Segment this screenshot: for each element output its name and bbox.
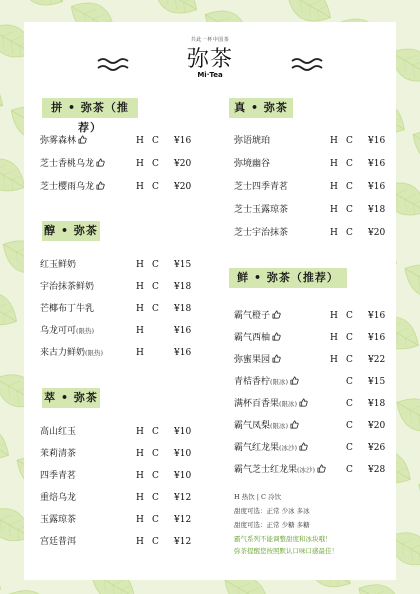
item-note: (冰沙) [297, 466, 316, 474]
item-name [234, 134, 270, 148]
hot-marker: H [330, 311, 338, 321]
cold-marker: C [346, 355, 353, 365]
thumbs-up-icon [299, 442, 308, 451]
item-price: ¥16 [174, 136, 192, 146]
item-name-text: 弥蜜果园 [234, 355, 271, 365]
notice-line-2: 弥茶提醒您按照默认口味口感最佳！ [234, 547, 338, 555]
menu-item [40, 302, 198, 316]
cold-marker: C [346, 205, 353, 215]
item-price: ¥20 [174, 182, 192, 192]
menu-item [234, 441, 392, 455]
menu-item [40, 469, 198, 483]
item-name [234, 441, 308, 455]
item-name [234, 157, 270, 171]
hot-marker: H [136, 282, 144, 292]
hot-marker: H [136, 260, 144, 270]
item-name-text: 宇治抹茶鲜奶 [40, 282, 95, 292]
item-name [40, 134, 87, 148]
cold-marker: C [152, 260, 159, 270]
hot-marker: H [330, 136, 338, 146]
hot-marker: H [136, 182, 144, 192]
hot-marker: H [136, 537, 144, 547]
hot-marker: H [136, 159, 144, 169]
menu-item [40, 425, 198, 439]
item-price: ¥18 [174, 282, 192, 292]
item-price: ¥10 [174, 427, 192, 437]
menu-item [40, 134, 198, 148]
item-note: (冰沙) [279, 444, 298, 452]
item-price: ¥16 [368, 136, 386, 146]
section-title-xian: 鲜 • 弥茶（推荐） [229, 268, 347, 288]
item-price: ¥20 [368, 421, 386, 431]
menu-item [40, 258, 198, 272]
item-name-text: 青桔香柠 [234, 377, 271, 387]
item-name-text: 霸气红龙果 [234, 443, 280, 453]
item-name-text: 茉莉清茶 [40, 449, 77, 459]
hot-marker: H [136, 326, 144, 336]
item-name-text: 弥语琥珀 [234, 136, 271, 146]
section-title-zhen: 真 • 弥茶 [229, 98, 293, 118]
menu-item [234, 463, 392, 477]
item-name [40, 535, 76, 549]
item-name [40, 180, 105, 194]
cold-marker: C [152, 427, 159, 437]
item-price: ¥20 [174, 159, 192, 169]
hot-marker: H [330, 159, 338, 169]
cold-marker: C [346, 159, 353, 169]
thumbs-up-icon [272, 332, 281, 341]
brand-english: Mi·Tea [197, 71, 223, 79]
thumbs-up-icon [290, 376, 299, 385]
item-name [234, 226, 288, 240]
item-name [40, 302, 94, 316]
item-name-text: 芝士四季青茗 [234, 182, 289, 192]
item-price: ¥18 [368, 399, 386, 409]
item-name-text: 弥雾森林 [40, 136, 77, 146]
hot-marker: H [136, 471, 144, 481]
menu-item [40, 280, 198, 294]
menu-item [234, 157, 392, 171]
menu-item [40, 324, 198, 338]
item-name [40, 491, 76, 505]
notice-line-1: 霸气系列不能调整甜度和冰块哦！ [234, 535, 332, 543]
item-price: ¥12 [174, 537, 192, 547]
item-note: (限热) [76, 327, 95, 335]
menu-item [234, 353, 392, 367]
item-name [234, 180, 288, 194]
menu-item [234, 331, 392, 345]
menu-item [40, 346, 198, 360]
hot-marker: H [136, 427, 144, 437]
section-title-pin: 拼 • 弥茶（推荐） [42, 98, 138, 118]
thumbs-up-icon [78, 135, 87, 144]
cold-marker: C [152, 493, 159, 503]
item-price: ¥15 [368, 377, 386, 387]
hot-marker: H [330, 355, 338, 365]
item-name-text: 芝士玉露琼茶 [234, 205, 289, 215]
item-name-text: 霸气芝士红龙果 [234, 465, 298, 475]
item-name-text: 满杯百香果 [234, 399, 280, 409]
item-price: ¥20 [368, 228, 386, 238]
item-price: ¥16 [174, 326, 192, 336]
menu-item [40, 157, 198, 171]
thumbs-up-icon [299, 398, 308, 407]
item-name [234, 309, 281, 323]
item-name [40, 280, 94, 294]
cold-marker: C [346, 443, 353, 453]
thumbs-up-icon [272, 354, 281, 363]
item-name [234, 353, 281, 367]
item-name-text: 乌龙可可 [40, 326, 77, 336]
thumbs-up-icon [96, 181, 105, 190]
hot-marker: H [330, 333, 338, 343]
item-name-text: 红玉鲜奶 [40, 260, 77, 270]
cold-marker: C [346, 333, 353, 343]
item-name-text: 来古力鲜奶 [40, 348, 86, 358]
item-name-text: 玉露琼茶 [40, 515, 77, 525]
item-price: ¥16 [368, 333, 386, 343]
item-name [234, 463, 326, 477]
hot-marker: H [330, 182, 338, 192]
item-name [234, 419, 299, 433]
section-title-cui: 萃 • 弥茶 [42, 388, 100, 408]
cold-marker: C [152, 449, 159, 459]
waves-icon [284, 56, 324, 72]
item-price: ¥16 [368, 159, 386, 169]
temp-legend: H 热饮 | C 冷饮 [234, 493, 282, 501]
menu-item [234, 134, 392, 148]
item-name-text: 弥境幽谷 [234, 159, 271, 169]
item-price: ¥28 [368, 465, 386, 475]
thumbs-up-icon [96, 158, 105, 167]
cold-marker: C [346, 311, 353, 321]
item-name-text: 宫廷普洱 [40, 537, 77, 547]
menu-item [40, 513, 198, 527]
item-price: ¥12 [174, 515, 192, 525]
item-price: ¥10 [174, 449, 192, 459]
cold-marker: C [152, 537, 159, 547]
cold-marker: C [152, 304, 159, 314]
menu-item [234, 309, 392, 323]
menu-panel [24, 22, 396, 580]
menu-item [40, 535, 198, 549]
item-note: (限冰) [270, 422, 289, 430]
menu-item [40, 180, 198, 194]
item-name-text: 高山红玉 [40, 427, 77, 437]
cold-marker: C [152, 136, 159, 146]
item-name [234, 375, 299, 389]
item-name-text: 芝士宇治抹茶 [234, 228, 289, 238]
item-price: ¥16 [174, 348, 192, 358]
cold-marker: C [152, 515, 159, 525]
item-price: ¥15 [174, 260, 192, 270]
cold-marker: C [346, 421, 353, 431]
menu-item [234, 180, 392, 194]
cold-marker: C [346, 399, 353, 409]
item-name-text: 重焙乌龙 [40, 493, 77, 503]
hot-marker: H [330, 228, 338, 238]
item-price: ¥16 [368, 311, 386, 321]
item-name [234, 203, 288, 217]
thumbs-up-icon [317, 464, 326, 473]
menu-item [234, 419, 392, 433]
sweetness-cold: 甜度可选：正常 少糖 多糖 [234, 521, 310, 529]
item-note: (限热) [85, 349, 104, 357]
cold-marker: C [346, 465, 353, 475]
brand-logo: 弥茶 [186, 47, 233, 72]
cold-marker: C [152, 471, 159, 481]
cold-marker: C [152, 182, 159, 192]
brand-slogan: 共此一杯中国茶 [190, 37, 230, 43]
item-name [40, 513, 76, 527]
header [24, 28, 396, 92]
item-price: ¥16 [368, 182, 386, 192]
item-name-text: 霸气西柚 [234, 333, 271, 343]
hot-marker: H [136, 449, 144, 459]
item-name-text: 霸气橙子 [234, 311, 271, 321]
cold-marker: C [346, 377, 353, 387]
menu-item [234, 226, 392, 240]
section-title-chun: 醇 • 弥茶 [42, 221, 100, 241]
hot-marker: H [136, 304, 144, 314]
cold-marker: C [346, 228, 353, 238]
menu-item [234, 397, 392, 411]
item-price: ¥18 [174, 304, 192, 314]
item-name-text: 霸气凤梨 [234, 421, 271, 431]
item-price: ¥22 [368, 355, 386, 365]
item-name-text: 四季青茗 [40, 471, 77, 481]
thumbs-up-icon [290, 420, 299, 429]
item-name-text: 芒椰布丁牛乳 [40, 304, 95, 314]
item-name-text: 芝士樱雨乌龙 [40, 182, 95, 192]
menu-item [234, 203, 392, 217]
hot-marker: H [136, 493, 144, 503]
item-name [40, 324, 94, 338]
hot-marker: H [330, 205, 338, 215]
thumbs-up-icon [272, 310, 281, 319]
item-price: ¥10 [174, 471, 192, 481]
item-name-text: 芝士香桃乌龙 [40, 159, 95, 169]
item-name [40, 157, 105, 171]
cold-marker: C [152, 159, 159, 169]
item-price: ¥12 [174, 493, 192, 503]
menu-item [40, 491, 198, 505]
hot-marker: H [136, 348, 144, 358]
item-note: (限冰) [279, 400, 298, 408]
item-name [40, 346, 103, 360]
hot-marker: H [136, 136, 144, 146]
menu-item [234, 375, 392, 389]
item-name [40, 469, 76, 483]
cold-marker: C [152, 282, 159, 292]
item-price: ¥26 [368, 443, 386, 453]
item-name [40, 447, 76, 461]
hot-marker: H [136, 515, 144, 525]
menu-item [40, 447, 198, 461]
cold-marker: C [346, 136, 353, 146]
item-name [234, 331, 281, 345]
item-name [40, 425, 76, 439]
cold-marker: C [346, 182, 353, 192]
item-note: (限冰) [270, 378, 289, 386]
item-name [40, 258, 76, 272]
item-price: ¥18 [368, 205, 386, 215]
item-name [234, 397, 308, 411]
sweetness-hot: 甜度可选：正常 少冰 多冰 [234, 507, 310, 515]
